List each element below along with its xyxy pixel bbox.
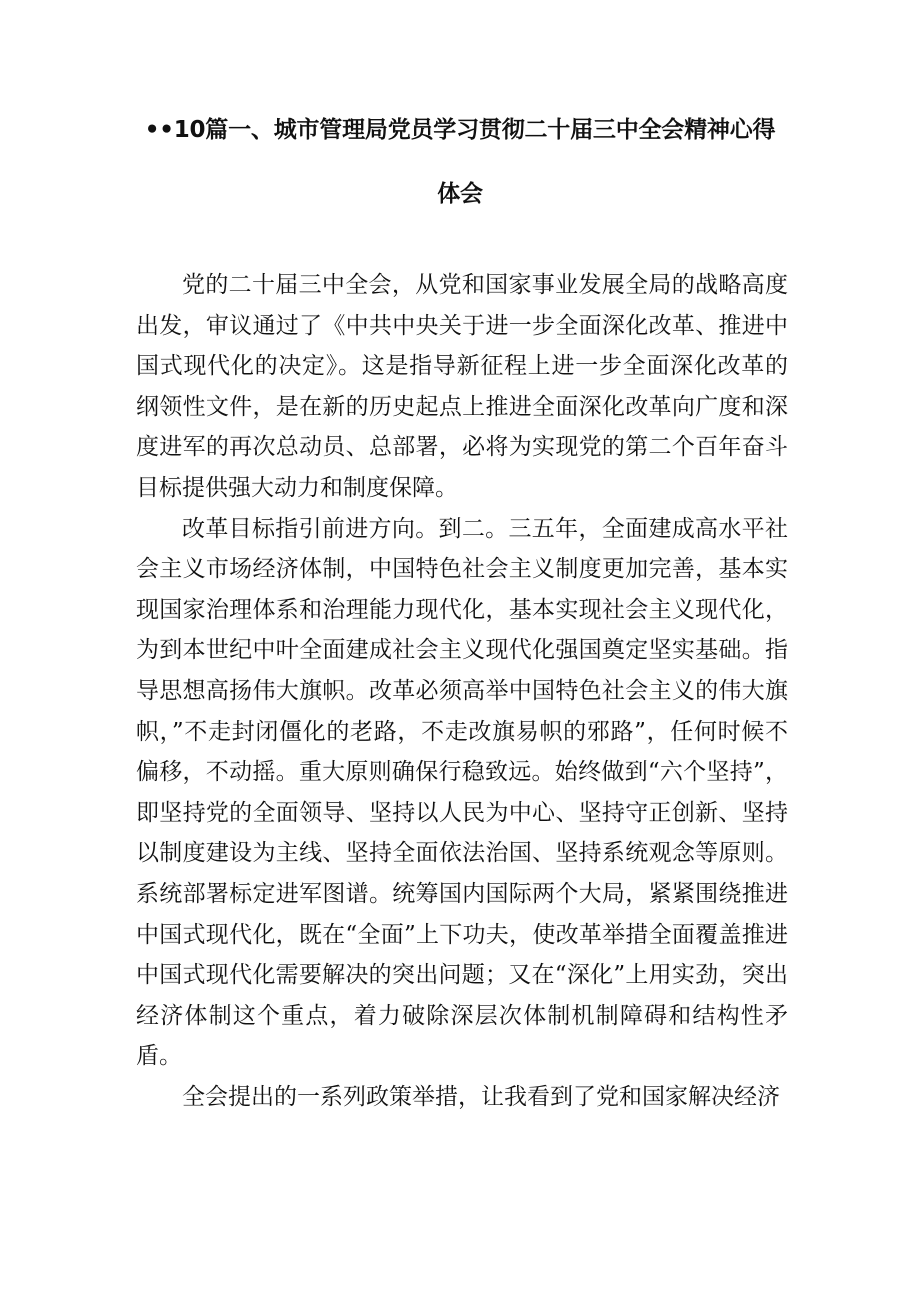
document-title [136,98,784,226]
paragraph-3: 全会提出的一系列政策举措，让我看到了党和国家解决经济 [182,1083,780,1110]
document-body [136,265,788,1117]
title-line-1: ••10篇一、城市管理局党员学习贯彻二十届三中全会精神心得 [144,117,776,143]
paragraph-1: 党的二十届三中全会，从党和国家事业发展全局的战略高度出发，审议通过了《中共中央关于进一步全面深化改革、推进中国式现代化的决定》。这是指导新征程上进一步全面深化改革的纲领性文件，是在新的历史起点上推进全面深化改革向广度和深度进军的再次总动员、总部署，必将为实现党的第二个百年奋斗目标提供强大动力和制度保障。 [136,272,788,501]
paragraph-2: 改革目标指引前进方向。到二。三五年，全面建成高水平社会主义市场经济体制，中国特色社会主义制度更加完善，基本实现国家治理体系和治理能力现代化，基本实现社会主义现代化，为到本世纪中叶全面建成社会主义现代化强国奠定坚实基础。指导思想高扬伟大旗帜。改革必须高举中国特色社会主义的伟大旗帜，”不走封闭僵化的老路，不走改旗易帜的邪路”，任何时候不偏移，不动摇。重大原则确保行稳致远。始终做到“六个坚持”，即坚持党的全面领导、坚持以人民为中心、坚持守正创新、坚持以制度建设为主线、坚持全面依法治国、坚持系统观念等原则。系统部署标定进军图谱。统筹国内国际两个大局，紧紧围绕推进中国式现代化，既在“全面”上下功夫，使改革举措全面覆盖推进中国式现代化需要解决的突出问题；又在“深化”上用实劲，突出经济体制这个重点，着力破除深层次体制机制障碍和结构性矛盾。 [136,515,788,1070]
title-line-2: 体会 [437,181,483,207]
